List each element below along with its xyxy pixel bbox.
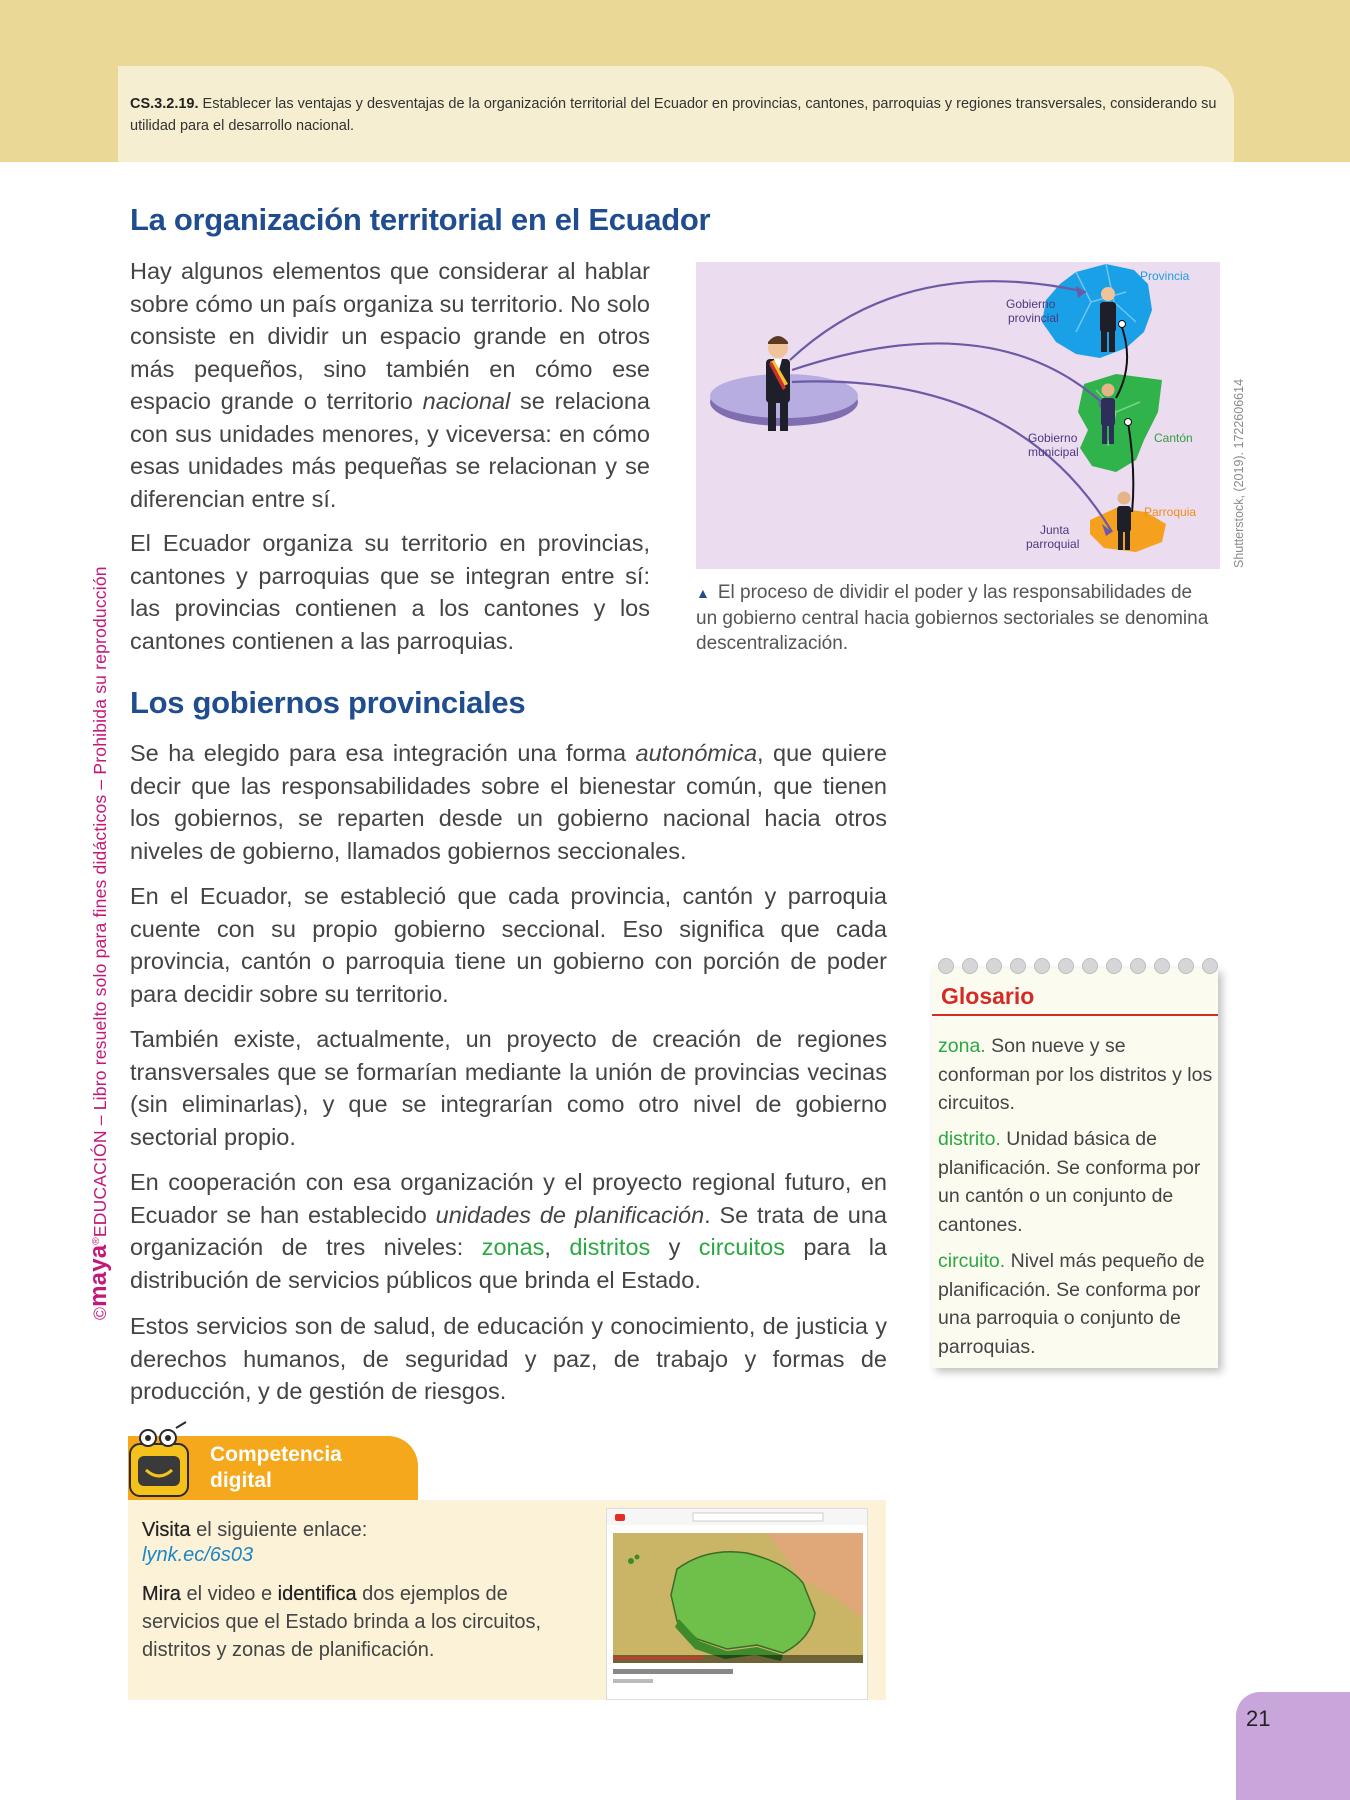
visit-instruction: Visita el siguiente enlace: [142, 1519, 368, 1541]
glossary-box [932, 968, 1218, 1368]
paragraph-division: El Ecuador organiza su territorio en provincias, cantones y parroquias que se integran entre sí: las provincias contienen a los cantones y los cantones contienen a las parroquias. [130, 530, 650, 654]
paragraph-servicios: Estos servicios son de salud, de educación y conocimiento, de justicia y derechos humanos, de seguridad y paz, de trabajo y formas de producción, y de gestión de riesgos. [130, 1313, 887, 1404]
label-parroquia: Parroquia [1144, 505, 1197, 519]
robot-mascot-icon [120, 1420, 200, 1502]
glossary-entry-distrito: distrito. Unidad básica de planificación. Se conforma por un cantón o un conjunto de cantones. [938, 1128, 1201, 1236]
competencia-title: Competencia digital [210, 1443, 342, 1492]
label-gobierno-provincial-2: provincial [1008, 311, 1059, 325]
image-credit: Shutterstock, (2019). 1722606614 [1232, 378, 1246, 568]
video-link[interactable]: lynk.ec/6s03 [142, 1544, 254, 1566]
watch-instruction: Mira el video e identifica dos ejemplos de servicios que el Estado brinda a los circuitos, distritos y zonas de planificación. [142, 1583, 542, 1661]
label-provincia: Provincia [1140, 269, 1190, 283]
decentralization-illustration [696, 262, 1220, 569]
paragraph-intro: Hay algunos elementos que considerar al hablar sobre cómo un país organiza su territorio. No solo consiste en dividir un espacio grande en otros más pequeños, sino también en cómo ese espacio grande o territorio nacional se relaciona con sus unidades menores, y viceversa: en cómo esas unidades más pequeñas se relacionan y se diferencian entre sí. [130, 258, 650, 512]
glossary-entry-circuito: circuito. Nivel más pequeño de planificación. Se conforma por una parroquia o conjunto de parroquias. [938, 1250, 1205, 1358]
label-gobierno-provincial-1: Gobierno [1006, 297, 1056, 311]
label-gobierno-municipal-1: Gobierno [1028, 431, 1078, 445]
glossary-rule [932, 1014, 1218, 1016]
glossary-entry-zona: zona. Son nueve y se conforman por los distritos y los circuitos. [938, 1035, 1213, 1114]
label-junta-parroquial-2: parroquial [1026, 537, 1080, 551]
glossary-title: Glosario [941, 983, 1035, 1009]
paragraph-gobierno-seccional: En el Ecuador, se estableció que cada provincia, cantón y parroquia cuente con su propio gobierno seccional. Eso significa que cada provincia, cantón o parroquia tiene un gobierno con porción de poder para decidir sobre su territorio. [130, 883, 887, 1007]
section-title-organizacion: La organización territorial en el Ecuador [130, 202, 711, 237]
maya-logo: maya [85, 1244, 112, 1307]
video-thumbnail[interactable] [606, 1508, 868, 1700]
paragraph-regiones: También existe, actualmente, un proyecto de creación de regiones transversales que se formarían mediante la unión de provincias vecinas (sin eliminarlas), y que se integrarían como otro nivel de gobierno sectorial propio. [130, 1026, 887, 1150]
objective-text: Establecer las ventajas y desventajas de la organización territorial del Ecuador en provincias, cantones, parroquias y regiones transversales, considerando su utilidad para el desarrollo nacional. [130, 96, 1217, 134]
label-canton: Cantón [1154, 431, 1193, 445]
copyright-notice: ©maya®EDUCACIÓN – Libro resuelto solo para fines didácticos – Prohibida su reproducción [85, 566, 112, 1320]
notebook-rings [932, 958, 1218, 978]
figure-caption: ▲ El proceso de dividir el poder y las responsabilidades de un gobierno central hacia gobiernos sectoriales se denomina descentralización. [696, 582, 1209, 654]
label-gobierno-municipal-2: municipal [1028, 445, 1079, 459]
triangle-icon: ▲ [696, 585, 710, 601]
objective-box [118, 66, 1234, 162]
paragraph-autonomica: Se ha elegido para esa integración una forma autonómica, que quiere decir que las responsabilidades sobre el bienestar común, que tienen los gobiernos, se reparten desde un gobierno nacional hacia otros niveles de gobierno, llamados gobiernos seccionales. [130, 740, 887, 864]
page-number: 21 [1246, 1706, 1271, 1731]
section-title-gobiernos: Los gobiernos provinciales [130, 685, 526, 720]
objective-code: CS.3.2.19. [130, 96, 199, 112]
paragraph-planificacion: En cooperación con esa organización y el proyecto regional futuro, en Ecuador se han establecido unidades de planificación. Se trata de una organización de tres niveles: zonas, distritos y circuitos para la distribución de servicios públicos que brinda el Estado. [130, 1169, 888, 1293]
label-junta-parroquial-1: Junta [1040, 523, 1070, 537]
